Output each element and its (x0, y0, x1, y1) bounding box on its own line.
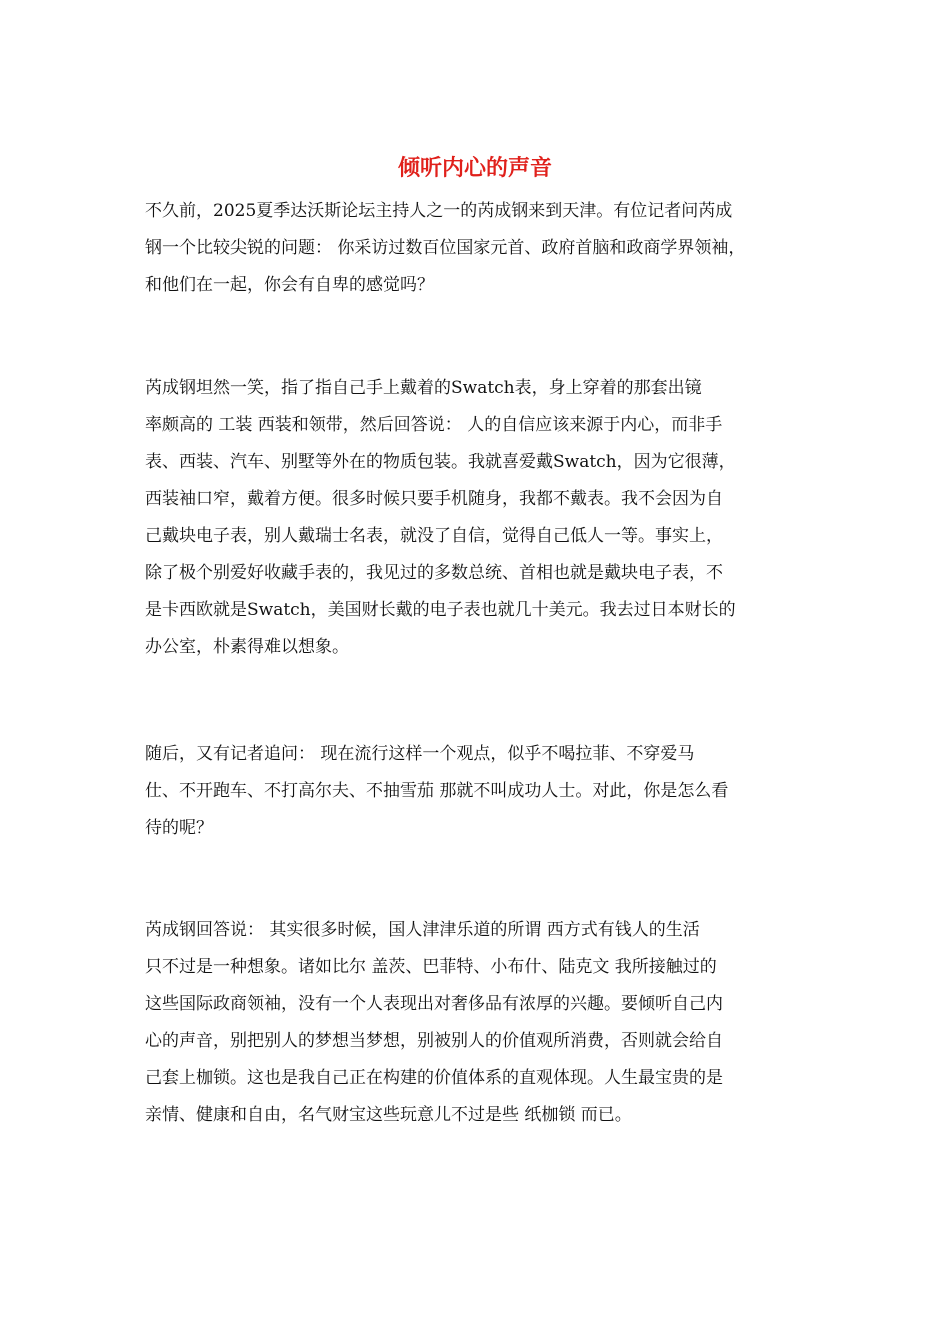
paragraph-2: 芮成钢坦然一笑，指了指自己手上戴着的Swatch表，身上穿着的那套出镜 率颇高的 工装 西装和领带，然后回答说： 人的自信应该来源于内心，而非手 表、西装、汽车、别墅等外在的物质包装。我就喜爱戴Swatch，因为它很薄， 西装袖口窄，戴着方便。很多时候只要手机随身，我都不戴表。我不会因为自 己戴块电子表，别人戴瑞士名表，就没了自信，觉得自己低人一等。事实上， 除了极个别爱好收藏手表的，我见过的多数总统、首相也就是戴块电子表，不 是卡西欧就是Swatch，美国财长戴的电子表也就几十美元。我去过日本财长的 办公室，朴素得难以想象。 (145, 378, 736, 657)
paragraph-1: 不久前，2025夏季达沃斯论坛主持人之一的芮成钢来到天津。有位记者问芮成 钢一个比较尖锐的问题： 你采访过数百位国家元首、政府首脑和政商学界领袖， 和他们在一起，你会有自卑的感觉吗？ (145, 201, 746, 295)
paragraph-4: 芮成钢回答说： 其实很多时候，国人津津乐道的所谓 西方式有钱人的生活 只不过是一种想象。诸如比尔 盖茨、巴菲特、小布什、陆克文 我所接触过的 这些国际政商领袖，没有一个人表现出对奢侈品有浓厚的兴趣。要倾听自己内 心的声音，别把别人的梦想当梦想，别被别人的价值观所消费，否则就会给自 己套上枷锁。这也是我自己正在构建的价值体系的直观体现。人生最宝贵的是 亲情、健康和自由，名气财宝这些玩意儿不过是些 纸枷锁 而已。 (145, 920, 723, 1125)
paragraph-3: 随后，又有记者追问： 现在流行这样一个观点，似乎不喝拉菲、不穿爱马 仕、不开跑车、不打高尔夫、不抽雪茄 那就不叫成功人士。对此，你是怎么看 待的呢？ (145, 744, 729, 838)
document-title: 倾听内心的声音 (397, 155, 552, 181)
